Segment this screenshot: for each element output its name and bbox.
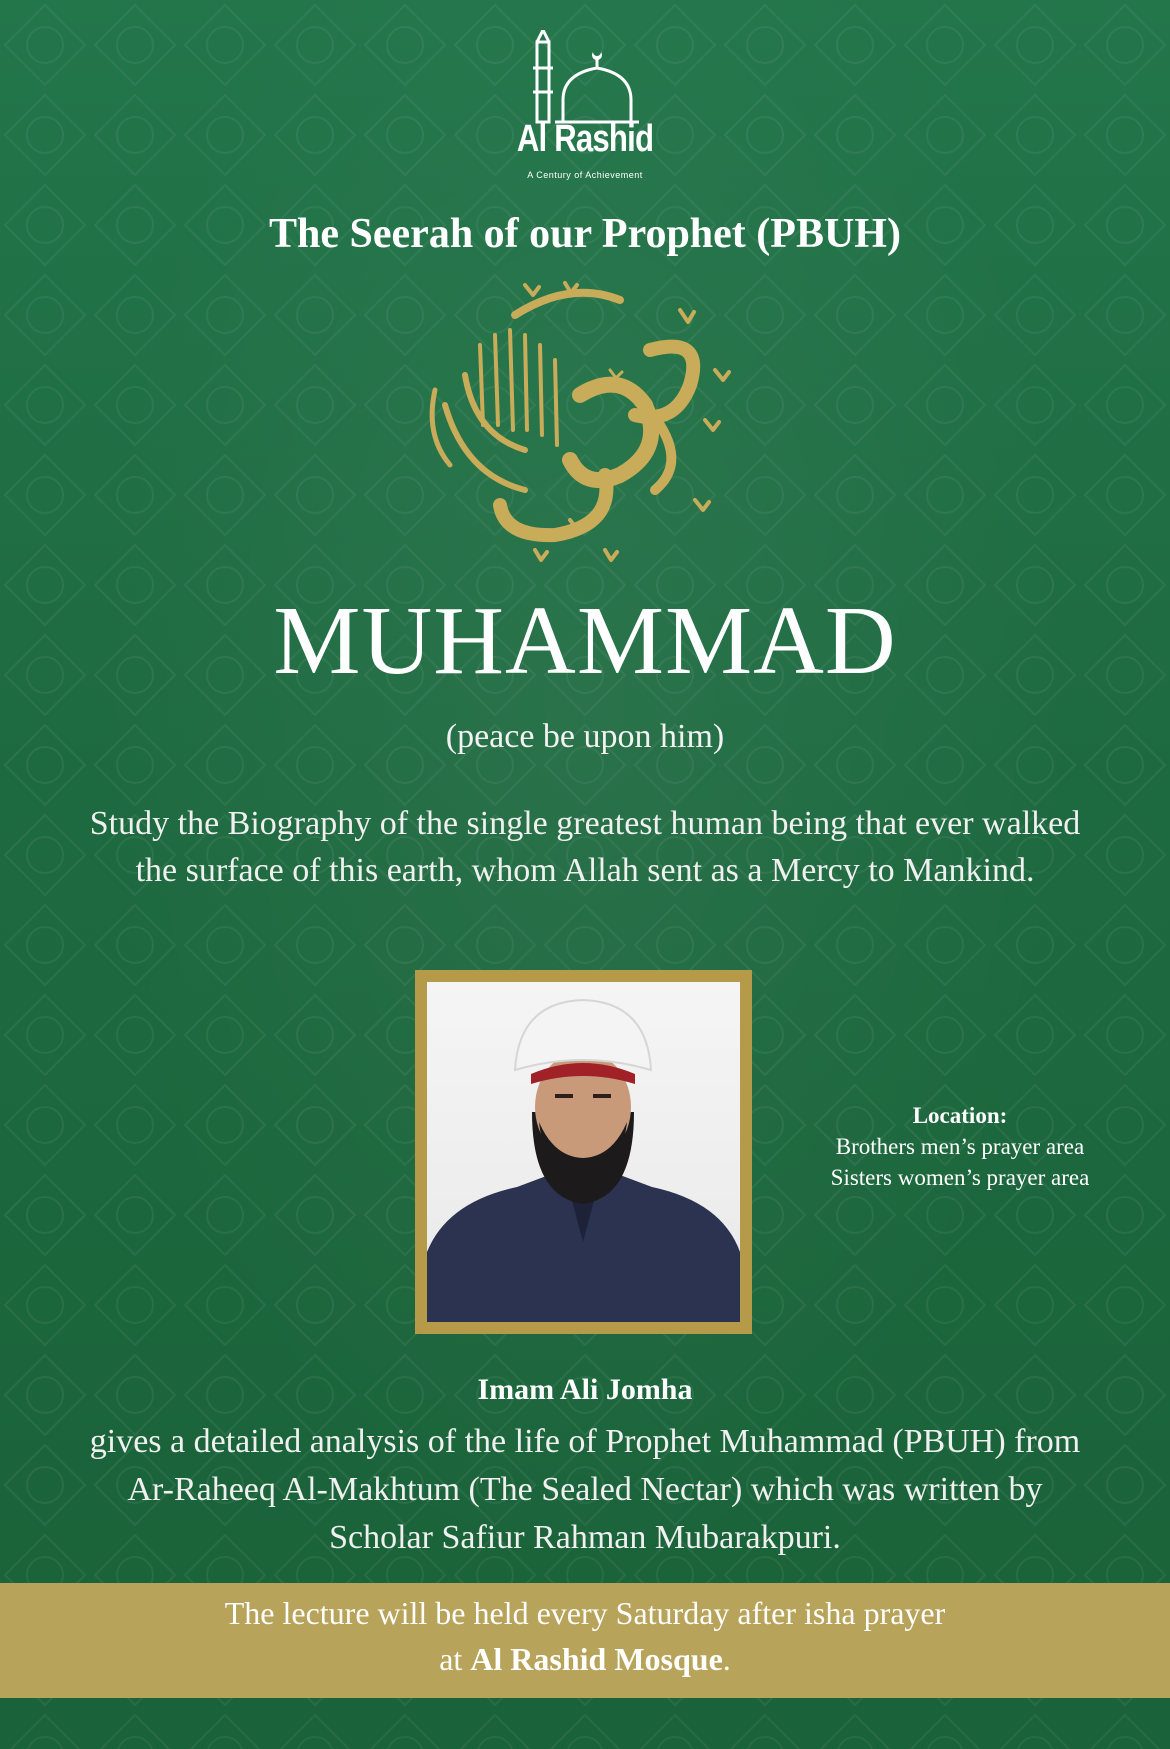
speaker-photo-frame: [415, 970, 752, 1334]
person-portrait-icon: [427, 982, 740, 1322]
logo-tagline: A Century of Achievement: [527, 170, 643, 180]
schedule-line: The lecture will be held every Saturday after isha prayer: [224, 1595, 946, 1631]
location-brothers: Brothers men’s prayer area: [835, 1134, 1085, 1159]
al-rashid-logo: [485, 30, 685, 190]
main-title: MUHAMMAD: [273, 587, 897, 695]
location-block: [760, 1100, 1160, 1193]
speaker-photo: [427, 982, 740, 1322]
venue-name: Al Rashid Mosque: [470, 1641, 723, 1677]
subtitle: The Seerah of our Prophet (PBUH): [269, 211, 901, 257]
venue-suffix: .: [722, 1641, 731, 1677]
honorific: (peace be upon him): [445, 718, 725, 755]
location-label: Location:: [912, 1103, 1008, 1128]
arabic-calligraphy-icon: [405, 275, 755, 580]
speaker-name: Imam Ali Jomha: [477, 1373, 693, 1406]
description: Study the Biography of the single greatest human being that ever walked the surface of this earth, whom Allah sent as a Mercy to Mankind.: [89, 805, 1081, 889]
lecture-description: gives a detailed analysis of the life of Prophet Muhammad (PBUH) from Ar-Raheeq Al-Makhtum (The Sealed Nectar) which was written by Scholar Safiur Rahman Mubarakpuri.: [89, 1423, 1081, 1556]
mosque-icon: [485, 30, 685, 130]
schedule-banner: [0, 1583, 1170, 1698]
location-sisters: Sisters women’s prayer area: [830, 1165, 1090, 1190]
venue-line: [0, 1641, 1170, 1678]
venue-prefix: at: [439, 1641, 471, 1677]
logo-name: Al Rashid: [516, 118, 654, 160]
